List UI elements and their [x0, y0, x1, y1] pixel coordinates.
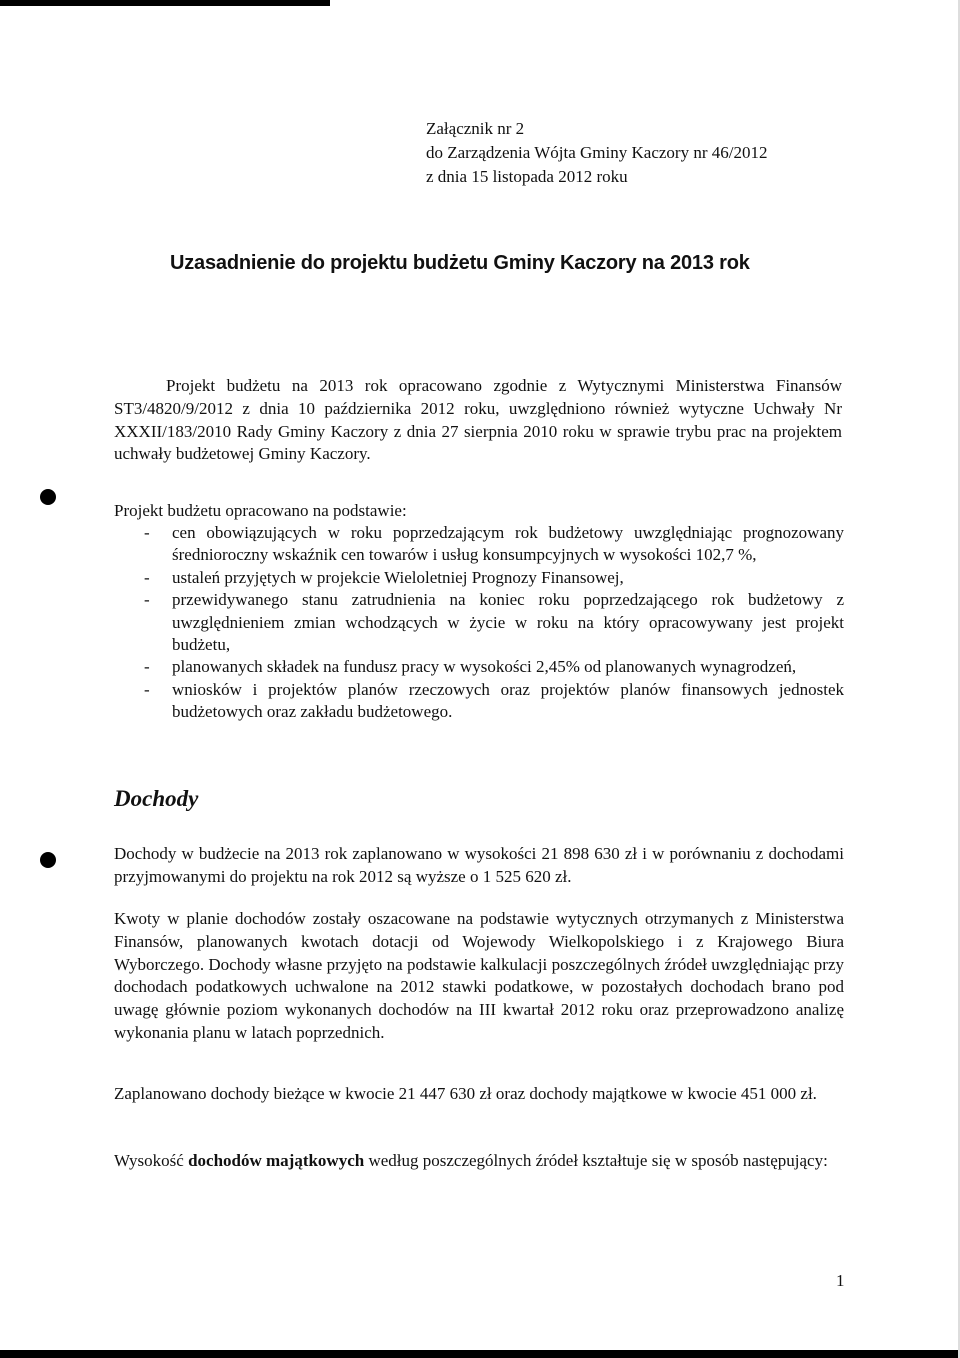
annex-line-1: Załącznik nr 2	[426, 119, 525, 138]
annex-line-3: z dnia 15 listopada 2012 roku	[426, 167, 628, 186]
punch-hole-upper	[40, 489, 56, 505]
annex-line-2: do Zarządzenia Wójta Gminy Kaczory nr 46/2012	[426, 143, 768, 162]
revenue-basis-paragraph: Kwoty w planie dochodów zostały oszacowane na podstawie wytycznych otrzymanych z Ministerstwa Finansów, planowanych kwotach dotacji od Wojewody Wielkopolskiego i z Krajowego Biura Wyborczego. Dochody własne przyjęto na podstawie kalkulacji poszczególnych źródeł uwzględniając przy dochodach podatkowych uchwalone na 2012 stawki podatkowe, w pozostałych dochodach brano pod uwagę głównie poziom wykonanych dochodów na III kwartał 2012 roku oraz przeprowadzono analizę wykonania planu w latach poprzednich.	[114, 909, 844, 1042]
intro-paragraph: Projekt budżetu na 2013 rok opracowano zgodnie z Wytycznymi Ministerstwa Finansów ST3/4820/9/2012 z dnia 10 października 2012 roku, uwzględniono również wytyczne Uchwały Nr XXXII/183/2010 Rady Gminy Kaczory z dnia 27 sierpnia 2010 roku w sprawie trybu prac na projektem uchwały budżetowej Gminy Kaczory.	[114, 376, 842, 464]
revenue-assets-paragraph	[114, 1150, 844, 1173]
revenue-total-paragraph: Dochody w budżecie na 2013 rok zaplanowano w wysokości 21 898 630 zł i w porównaniu z dochodami przyjmowanymi do projektu na rok 2012 są wyższe o 1 525 620 zł.	[114, 844, 844, 886]
document-title: Uzasadnienie do projektu budżetu Gminy Kaczory na 2013 rok	[170, 252, 750, 274]
page-number: 1	[836, 1271, 845, 1290]
annex-header	[426, 117, 767, 189]
scan-artifact-top	[0, 0, 330, 6]
assets-text-end: według poszczególnych źródeł kształtuje się w sposób następujący:	[364, 1151, 828, 1170]
basis-heading: Projekt budżetu opracowano na podstawie:	[114, 501, 407, 520]
scan-artifact-bottom	[0, 1350, 960, 1358]
section-heading-revenue: Dochody	[114, 786, 199, 811]
punch-hole-lower	[40, 852, 56, 868]
basis-item: - wniosków i projektów planów rzeczowych oraz projektów planów finansowych jednostek budżetowych oraz zakładu budżetowego.	[114, 679, 844, 724]
basis-item: - ustaleń przyjętych w projekcie Wieloletniej Prognozy Finansowej,	[114, 567, 844, 589]
assets-text-start: Wysokość	[114, 1151, 189, 1170]
assets-text-bold: dochodów majątkowych	[188, 1151, 365, 1170]
revenue-split-paragraph: Zaplanowano dochody bieżące w kwocie 21 447 630 zł oraz dochody majątkowe w kwocie 451 000 zł.	[114, 1084, 817, 1103]
basis-item: - przewidywanego stanu zatrudnienia na koniec roku poprzedzającego rok budżetowy z uwzględnieniem zmian wchodzących w życie w roku na który opracowywany jest projekt budżetu,	[114, 589, 844, 656]
basis-list	[114, 522, 844, 724]
basis-item: - cen obowiązujących w roku poprzedzającym rok budżetowy uwzględniając prognozowany średnioroczny wskaźnik cen towarów i usług konsumpcyjnych w wysokości 102,7 %,	[114, 522, 844, 567]
basis-item: - planowanych składek na fundusz pracy w wysokości 2,45% od planowanych wynagrodzeń,	[114, 656, 844, 678]
